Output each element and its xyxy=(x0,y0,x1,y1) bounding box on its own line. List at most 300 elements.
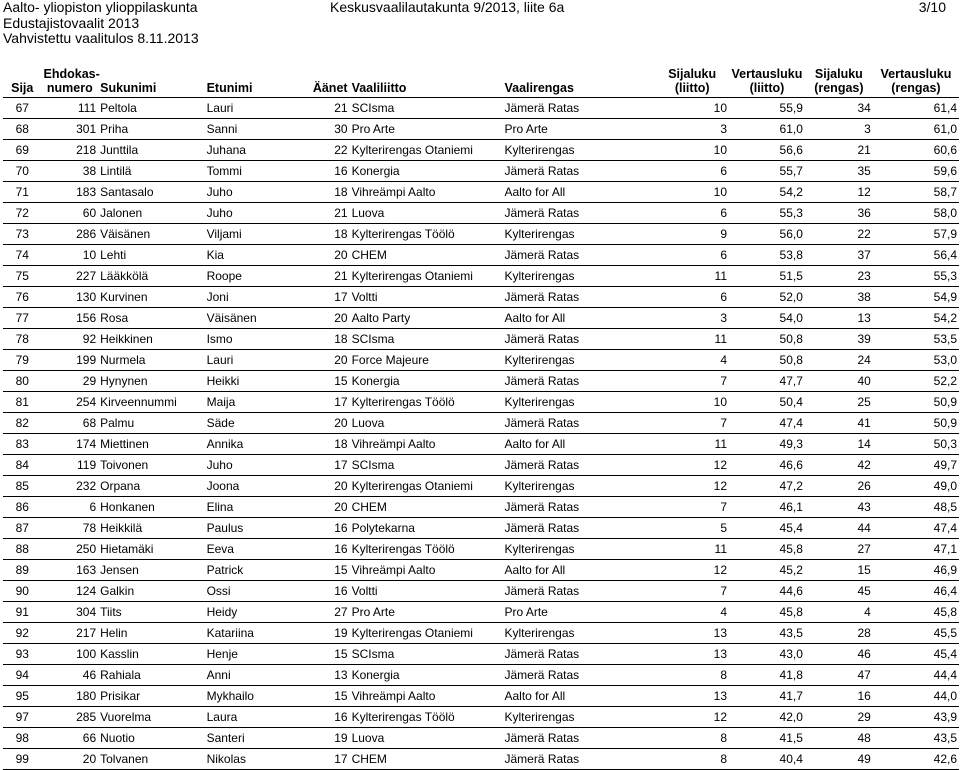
cell-vaaliliitto: SCIsma xyxy=(350,98,503,119)
cell-aanet: 18 xyxy=(307,182,350,203)
cell-vaaliliitto: Force Majeure xyxy=(350,350,503,371)
cell-vaaliliitto: Kylterirengas Töölö xyxy=(350,707,503,728)
cell-sukunimi: Lintilä xyxy=(98,161,204,182)
cell-ehdokasnumero: 10 xyxy=(42,245,99,266)
cell-vaalirengas: Kylterirengas xyxy=(502,623,655,644)
cell-sijaluku-liitto: 8 xyxy=(655,728,729,749)
table-row xyxy=(3,707,959,728)
cell-aanet: 20 xyxy=(307,350,350,371)
cell-sukunimi: Orpana xyxy=(98,476,204,497)
document-header-left xyxy=(3,0,199,47)
cell-sijaluku-rengas: 28 xyxy=(805,623,873,644)
results-table-body xyxy=(3,98,959,770)
cell-vaalirengas: Kylterirengas xyxy=(502,350,655,371)
cell-vertausluku-liitto: 55,3 xyxy=(729,203,805,224)
cell-vertausluku-liitto: 42,0 xyxy=(729,707,805,728)
cell-vertausluku-rengas: 54,9 xyxy=(873,287,959,308)
table-row xyxy=(3,686,959,707)
cell-vertausluku-liitto: 47,7 xyxy=(729,371,805,392)
cell-vaaliliitto: Konergia xyxy=(350,371,503,392)
cell-sijaluku-liitto: 10 xyxy=(655,98,729,119)
table-row xyxy=(3,287,959,308)
cell-vertausluku-liitto: 49,3 xyxy=(729,434,805,455)
cell-vaaliliitto: Aalto Party xyxy=(350,308,503,329)
table-row xyxy=(3,140,959,161)
cell-ehdokasnumero: 130 xyxy=(42,287,99,308)
cell-sijaluku-liitto: 11 xyxy=(655,434,729,455)
cell-ehdokasnumero: 301 xyxy=(42,119,99,140)
cell-sija: 87 xyxy=(3,518,42,539)
cell-etunimi: Lauri xyxy=(205,98,307,119)
cell-ehdokasnumero: 286 xyxy=(42,224,99,245)
cell-sijaluku-liitto: 6 xyxy=(655,161,729,182)
cell-sukunimi: Hynynen xyxy=(98,371,204,392)
cell-sukunimi: Helin xyxy=(98,623,204,644)
cell-sukunimi: Santasalo xyxy=(98,182,204,203)
cell-sija: 92 xyxy=(3,623,42,644)
cell-vertausluku-rengas: 58,0 xyxy=(873,203,959,224)
cell-ehdokasnumero: 38 xyxy=(42,161,99,182)
cell-sijaluku-liitto: 3 xyxy=(655,308,729,329)
cell-ehdokasnumero: 285 xyxy=(42,707,99,728)
cell-etunimi: Eeva xyxy=(205,539,307,560)
cell-sukunimi: Jalonen xyxy=(98,203,204,224)
cell-aanet: 17 xyxy=(307,749,350,770)
cell-sija: 93 xyxy=(3,644,42,665)
cell-vaalirengas: Jämerä Ratas xyxy=(502,644,655,665)
cell-vertausluku-liitto: 50,8 xyxy=(729,329,805,350)
cell-aanet: 18 xyxy=(307,434,350,455)
cell-sukunimi: Galkin xyxy=(98,581,204,602)
cell-etunimi: Paulus xyxy=(205,518,307,539)
cell-etunimi: Heidy xyxy=(205,602,307,623)
cell-vaalirengas: Aalto for All xyxy=(502,182,655,203)
cell-etunimi: Anni xyxy=(205,665,307,686)
cell-sijaluku-liitto: 8 xyxy=(655,749,729,770)
cell-sija: 69 xyxy=(3,140,42,161)
cell-sijaluku-rengas: 39 xyxy=(805,329,873,350)
cell-ehdokasnumero: 174 xyxy=(42,434,99,455)
cell-vertausluku-rengas: 44,4 xyxy=(873,665,959,686)
cell-vaalirengas: Jämerä Ratas xyxy=(502,497,655,518)
cell-sijaluku-rengas: 36 xyxy=(805,203,873,224)
cell-vertausluku-rengas: 45,4 xyxy=(873,644,959,665)
cell-sijaluku-rengas: 16 xyxy=(805,686,873,707)
cell-vaalirengas: Pro Arte xyxy=(502,602,655,623)
col-header-vertausluku-liitto: Vertausluku (liitto) xyxy=(729,63,805,98)
cell-sija: 82 xyxy=(3,413,42,434)
cell-ehdokasnumero: 163 xyxy=(42,560,99,581)
cell-vaalirengas: Jämerä Ratas xyxy=(502,371,655,392)
cell-etunimi: Kia xyxy=(205,245,307,266)
cell-sijaluku-liitto: 13 xyxy=(655,623,729,644)
cell-vertausluku-liitto: 44,6 xyxy=(729,581,805,602)
cell-vaaliliitto: Kylterirengas Otaniemi xyxy=(350,140,503,161)
cell-etunimi: Joni xyxy=(205,287,307,308)
cell-vaalirengas: Jämerä Ratas xyxy=(502,98,655,119)
cell-ehdokasnumero: 180 xyxy=(42,686,99,707)
cell-vertausluku-rengas: 59,6 xyxy=(873,161,959,182)
cell-etunimi: Katariina xyxy=(205,623,307,644)
cell-etunimi: Juho xyxy=(205,203,307,224)
cell-sijaluku-liitto: 6 xyxy=(655,203,729,224)
cell-vertausluku-rengas: 55,3 xyxy=(873,266,959,287)
cell-sukunimi: Palmu xyxy=(98,413,204,434)
cell-vertausluku-rengas: 58,7 xyxy=(873,182,959,203)
cell-vertausluku-liitto: 46,6 xyxy=(729,455,805,476)
cell-sija: 75 xyxy=(3,266,42,287)
cell-sijaluku-rengas: 23 xyxy=(805,266,873,287)
cell-sijaluku-rengas: 34 xyxy=(805,98,873,119)
cell-vaaliliitto: CHEM xyxy=(350,245,503,266)
cell-sukunimi: Kasslin xyxy=(98,644,204,665)
cell-ehdokasnumero: 304 xyxy=(42,602,99,623)
cell-sijaluku-rengas: 35 xyxy=(805,161,873,182)
cell-sijaluku-liitto: 13 xyxy=(655,644,729,665)
cell-vaalirengas: Kylterirengas xyxy=(502,539,655,560)
cell-vaaliliitto: Luova xyxy=(350,728,503,749)
cell-vaaliliitto: Kylterirengas Töölö xyxy=(350,224,503,245)
table-row xyxy=(3,308,959,329)
cell-vertausluku-liitto: 56,0 xyxy=(729,224,805,245)
cell-sukunimi: Hietamäki xyxy=(98,539,204,560)
cell-sija: 81 xyxy=(3,392,42,413)
cell-vaalirengas: Kylterirengas xyxy=(502,140,655,161)
cell-vertausluku-liitto: 40,4 xyxy=(729,749,805,770)
confirmation-date: Vahvistettu vaalitulos 8.11.2013 xyxy=(3,30,199,46)
cell-etunimi: Patrick xyxy=(205,560,307,581)
cell-vertausluku-liitto: 43,0 xyxy=(729,644,805,665)
cell-sijaluku-liitto: 3 xyxy=(655,119,729,140)
cell-sijaluku-liitto: 6 xyxy=(655,287,729,308)
cell-vaalirengas: Kylterirengas xyxy=(502,707,655,728)
cell-sija: 85 xyxy=(3,476,42,497)
table-row xyxy=(3,350,959,371)
cell-vertausluku-liitto: 45,8 xyxy=(729,539,805,560)
cell-vertausluku-liitto: 41,5 xyxy=(729,728,805,749)
col-header-vertausluku-rengas: Vertausluku (rengas) xyxy=(873,63,959,98)
cell-etunimi: Laura xyxy=(205,707,307,728)
cell-vaaliliitto: Kylterirengas Töölö xyxy=(350,392,503,413)
table-row xyxy=(3,119,959,140)
cell-etunimi: Lauri xyxy=(205,350,307,371)
cell-vaaliliitto: Voltti xyxy=(350,581,503,602)
cell-sijaluku-liitto: 4 xyxy=(655,350,729,371)
cell-sija: 99 xyxy=(3,749,42,770)
cell-sukunimi: Lääkkölä xyxy=(98,266,204,287)
cell-sukunimi: Toivonen xyxy=(98,455,204,476)
cell-ehdokasnumero: 119 xyxy=(42,455,99,476)
cell-sija: 89 xyxy=(3,560,42,581)
cell-etunimi: Ismo xyxy=(205,329,307,350)
cell-vertausluku-liitto: 46,1 xyxy=(729,497,805,518)
cell-sija: 71 xyxy=(3,182,42,203)
cell-sija: 86 xyxy=(3,497,42,518)
cell-sukunimi: Nurmela xyxy=(98,350,204,371)
cell-vertausluku-liitto: 45,4 xyxy=(729,518,805,539)
cell-sukunimi: Honkanen xyxy=(98,497,204,518)
cell-vertausluku-rengas: 47,1 xyxy=(873,539,959,560)
cell-sukunimi: Peltola xyxy=(98,98,204,119)
cell-aanet: 19 xyxy=(307,623,350,644)
cell-vertausluku-liitto: 52,0 xyxy=(729,287,805,308)
cell-sijaluku-rengas: 26 xyxy=(805,476,873,497)
cell-vaalirengas: Kylterirengas xyxy=(502,224,655,245)
cell-sijaluku-rengas: 24 xyxy=(805,350,873,371)
cell-vaalirengas: Kylterirengas xyxy=(502,266,655,287)
cell-sija: 68 xyxy=(3,119,42,140)
cell-etunimi: Juho xyxy=(205,182,307,203)
election-name: Edustajistovaalit 2013 xyxy=(3,14,140,31)
cell-vertausluku-liitto: 45,8 xyxy=(729,602,805,623)
cell-sija: 78 xyxy=(3,329,42,350)
col-header-sukunimi: Sukunimi xyxy=(98,63,204,98)
cell-sija: 91 xyxy=(3,602,42,623)
cell-sijaluku-rengas: 14 xyxy=(805,434,873,455)
table-row xyxy=(3,266,959,287)
cell-vaalirengas: Jämerä Ratas xyxy=(502,665,655,686)
cell-sukunimi: Heikkinen xyxy=(98,329,204,350)
cell-sija: 97 xyxy=(3,707,42,728)
cell-vaaliliitto: Konergia xyxy=(350,665,503,686)
cell-vaaliliitto: Pro Arte xyxy=(350,602,503,623)
cell-etunimi: Annika xyxy=(205,434,307,455)
cell-vaalirengas: Jämerä Ratas xyxy=(502,518,655,539)
cell-aanet: 21 xyxy=(307,266,350,287)
cell-sijaluku-liitto: 12 xyxy=(655,476,729,497)
cell-sukunimi: Miettinen xyxy=(98,434,204,455)
cell-etunimi: Juhana xyxy=(205,140,307,161)
table-row xyxy=(3,497,959,518)
cell-aanet: 18 xyxy=(307,329,350,350)
cell-sijaluku-rengas: 41 xyxy=(805,413,873,434)
cell-etunimi: Henje xyxy=(205,644,307,665)
cell-vaaliliitto: Vihreämpi Aalto xyxy=(350,182,503,203)
cell-ehdokasnumero: 111 xyxy=(42,98,99,119)
cell-vaalirengas: Jämerä Ratas xyxy=(502,581,655,602)
cell-aanet: 15 xyxy=(307,644,350,665)
cell-vertausluku-rengas: 50,9 xyxy=(873,413,959,434)
cell-aanet: 17 xyxy=(307,392,350,413)
cell-sijaluku-rengas: 46 xyxy=(805,644,873,665)
cell-sijaluku-liitto: 11 xyxy=(655,266,729,287)
cell-vertausluku-rengas: 53,0 xyxy=(873,350,959,371)
cell-vertausluku-liitto: 45,2 xyxy=(729,560,805,581)
cell-vertausluku-liitto: 41,7 xyxy=(729,686,805,707)
cell-vertausluku-rengas: 42,6 xyxy=(873,749,959,770)
cell-sija: 95 xyxy=(3,686,42,707)
cell-aanet: 20 xyxy=(307,308,350,329)
cell-vertausluku-liitto: 61,0 xyxy=(729,119,805,140)
cell-sijaluku-rengas: 42 xyxy=(805,455,873,476)
cell-etunimi: Elina xyxy=(205,497,307,518)
cell-aanet: 21 xyxy=(307,98,350,119)
cell-vaaliliitto: Polytekarna xyxy=(350,518,503,539)
table-row xyxy=(3,665,959,686)
cell-sijaluku-rengas: 43 xyxy=(805,497,873,518)
cell-etunimi: Tommi xyxy=(205,161,307,182)
cell-ehdokasnumero: 124 xyxy=(42,581,99,602)
cell-vertausluku-liitto: 54,2 xyxy=(729,182,805,203)
cell-ehdokasnumero: 218 xyxy=(42,140,99,161)
cell-vertausluku-rengas: 54,2 xyxy=(873,308,959,329)
cell-aanet: 20 xyxy=(307,476,350,497)
cell-ehdokasnumero: 78 xyxy=(42,518,99,539)
cell-vertausluku-rengas: 53,5 xyxy=(873,329,959,350)
cell-vaaliliitto: Vihreämpi Aalto xyxy=(350,686,503,707)
cell-vaaliliitto: Vihreämpi Aalto xyxy=(350,434,503,455)
cell-sija: 84 xyxy=(3,455,42,476)
cell-vertausluku-liitto: 53,8 xyxy=(729,245,805,266)
cell-vertausluku-liitto: 47,4 xyxy=(729,413,805,434)
cell-aanet: 20 xyxy=(307,245,350,266)
cell-vaalirengas: Aalto for All xyxy=(502,308,655,329)
organization-name: Aalto- yliopiston ylioppilaskunta xyxy=(3,0,198,15)
cell-sukunimi: Rahiala xyxy=(98,665,204,686)
cell-sija: 90 xyxy=(3,581,42,602)
cell-vertausluku-liitto: 55,9 xyxy=(729,98,805,119)
cell-etunimi: Maija xyxy=(205,392,307,413)
cell-sijaluku-liitto: 6 xyxy=(655,245,729,266)
cell-sukunimi: Lehti xyxy=(98,245,204,266)
cell-aanet: 19 xyxy=(307,728,350,749)
cell-vaaliliitto: Luova xyxy=(350,203,503,224)
col-header-vaaliliitto: Vaaliliitto xyxy=(350,63,503,98)
cell-sukunimi: Heikkilä xyxy=(98,518,204,539)
cell-sijaluku-rengas: 49 xyxy=(805,749,873,770)
cell-etunimi: Viljami xyxy=(205,224,307,245)
cell-sijaluku-rengas: 25 xyxy=(805,392,873,413)
cell-aanet: 16 xyxy=(307,539,350,560)
cell-vertausluku-rengas: 44,0 xyxy=(873,686,959,707)
cell-aanet: 16 xyxy=(307,581,350,602)
cell-sija: 73 xyxy=(3,224,42,245)
cell-vertausluku-liitto: 54,0 xyxy=(729,308,805,329)
cell-vaalirengas: Jämerä Ratas xyxy=(502,413,655,434)
cell-ehdokasnumero: 199 xyxy=(42,350,99,371)
cell-aanet: 18 xyxy=(307,224,350,245)
cell-ehdokasnumero: 227 xyxy=(42,266,99,287)
cell-sijaluku-rengas: 29 xyxy=(805,707,873,728)
table-row xyxy=(3,203,959,224)
cell-vertausluku-rengas: 49,0 xyxy=(873,476,959,497)
table-row xyxy=(3,98,959,119)
cell-ehdokasnumero: 100 xyxy=(42,644,99,665)
cell-ehdokasnumero: 254 xyxy=(42,392,99,413)
cell-vertausluku-rengas: 48,5 xyxy=(873,497,959,518)
cell-sukunimi: Tolvanen xyxy=(98,749,204,770)
page-number: 3/10 xyxy=(918,0,946,15)
cell-etunimi: Väisänen xyxy=(205,308,307,329)
cell-vaalirengas: Kylterirengas xyxy=(502,476,655,497)
table-row xyxy=(3,602,959,623)
cell-etunimi: Joona xyxy=(205,476,307,497)
cell-vertausluku-rengas: 61,0 xyxy=(873,119,959,140)
cell-aanet: 20 xyxy=(307,497,350,518)
cell-ehdokasnumero: 6 xyxy=(42,497,99,518)
cell-sijaluku-liitto: 5 xyxy=(655,518,729,539)
cell-sukunimi: Kirveennummi xyxy=(98,392,204,413)
cell-vertausluku-rengas: 56,4 xyxy=(873,245,959,266)
table-row xyxy=(3,371,959,392)
cell-sijaluku-liitto: 12 xyxy=(655,560,729,581)
cell-sijaluku-liitto: 13 xyxy=(655,686,729,707)
cell-vaaliliitto: Kylterirengas Otaniemi xyxy=(350,623,503,644)
cell-etunimi: Heikki xyxy=(205,371,307,392)
cell-vaaliliitto: Luova xyxy=(350,413,503,434)
cell-sukunimi: Vuorelma xyxy=(98,707,204,728)
col-header-ehdokasnumero: Ehdokas- numero xyxy=(42,63,99,98)
cell-sija: 74 xyxy=(3,245,42,266)
cell-aanet: 20 xyxy=(307,413,350,434)
cell-vertausluku-liitto: 50,4 xyxy=(729,392,805,413)
table-row xyxy=(3,329,959,350)
cell-aanet: 16 xyxy=(307,518,350,539)
cell-etunimi: Ossi xyxy=(205,581,307,602)
cell-ehdokasnumero: 232 xyxy=(42,476,99,497)
cell-sijaluku-liitto: 7 xyxy=(655,497,729,518)
cell-sija: 98 xyxy=(3,728,42,749)
cell-aanet: 15 xyxy=(307,371,350,392)
cell-sukunimi: Nuotio xyxy=(98,728,204,749)
cell-vaaliliitto: Kylterirengas Otaniemi xyxy=(350,266,503,287)
cell-sijaluku-liitto: 11 xyxy=(655,539,729,560)
cell-sijaluku-liitto: 7 xyxy=(655,581,729,602)
cell-sukunimi: Priha xyxy=(98,119,204,140)
cell-aanet: 17 xyxy=(307,287,350,308)
cell-aanet: 13 xyxy=(307,665,350,686)
cell-etunimi: Säde xyxy=(205,413,307,434)
cell-sijaluku-rengas: 12 xyxy=(805,182,873,203)
cell-sijaluku-liitto: 7 xyxy=(655,413,729,434)
cell-sija: 94 xyxy=(3,665,42,686)
cell-vertausluku-rengas: 43,5 xyxy=(873,728,959,749)
cell-aanet: 27 xyxy=(307,602,350,623)
cell-sukunimi: Tiits xyxy=(98,602,204,623)
cell-sijaluku-liitto: 12 xyxy=(655,455,729,476)
cell-sijaluku-rengas: 27 xyxy=(805,539,873,560)
cell-etunimi: Santeri xyxy=(205,728,307,749)
table-row xyxy=(3,224,959,245)
cell-vertausluku-liitto: 47,2 xyxy=(729,476,805,497)
cell-sijaluku-liitto: 8 xyxy=(655,665,729,686)
cell-vaaliliitto: CHEM xyxy=(350,497,503,518)
table-row xyxy=(3,455,959,476)
cell-vaaliliitto: Konergia xyxy=(350,161,503,182)
table-row xyxy=(3,749,959,770)
cell-sija: 77 xyxy=(3,308,42,329)
cell-vaalirengas: Aalto for All xyxy=(502,686,655,707)
cell-etunimi: Sanni xyxy=(205,119,307,140)
cell-etunimi: Roope xyxy=(205,266,307,287)
cell-vaalirengas: Jämerä Ratas xyxy=(502,329,655,350)
cell-vertausluku-rengas: 45,5 xyxy=(873,623,959,644)
cell-vaalirengas: Pro Arte xyxy=(502,119,655,140)
table-row xyxy=(3,245,959,266)
cell-sijaluku-liitto: 7 xyxy=(655,371,729,392)
cell-sijaluku-rengas: 48 xyxy=(805,728,873,749)
cell-sija: 79 xyxy=(3,350,42,371)
results-table xyxy=(3,63,959,770)
cell-sijaluku-rengas: 44 xyxy=(805,518,873,539)
cell-etunimi: Mykhailo xyxy=(205,686,307,707)
cell-sijaluku-liitto: 9 xyxy=(655,224,729,245)
cell-vaaliliitto: SCIsma xyxy=(350,455,503,476)
cell-ehdokasnumero: 20 xyxy=(42,749,99,770)
table-row xyxy=(3,560,959,581)
col-header-vaalirengas: Vaalirengas xyxy=(502,63,655,98)
cell-vertausluku-rengas: 49,7 xyxy=(873,455,959,476)
